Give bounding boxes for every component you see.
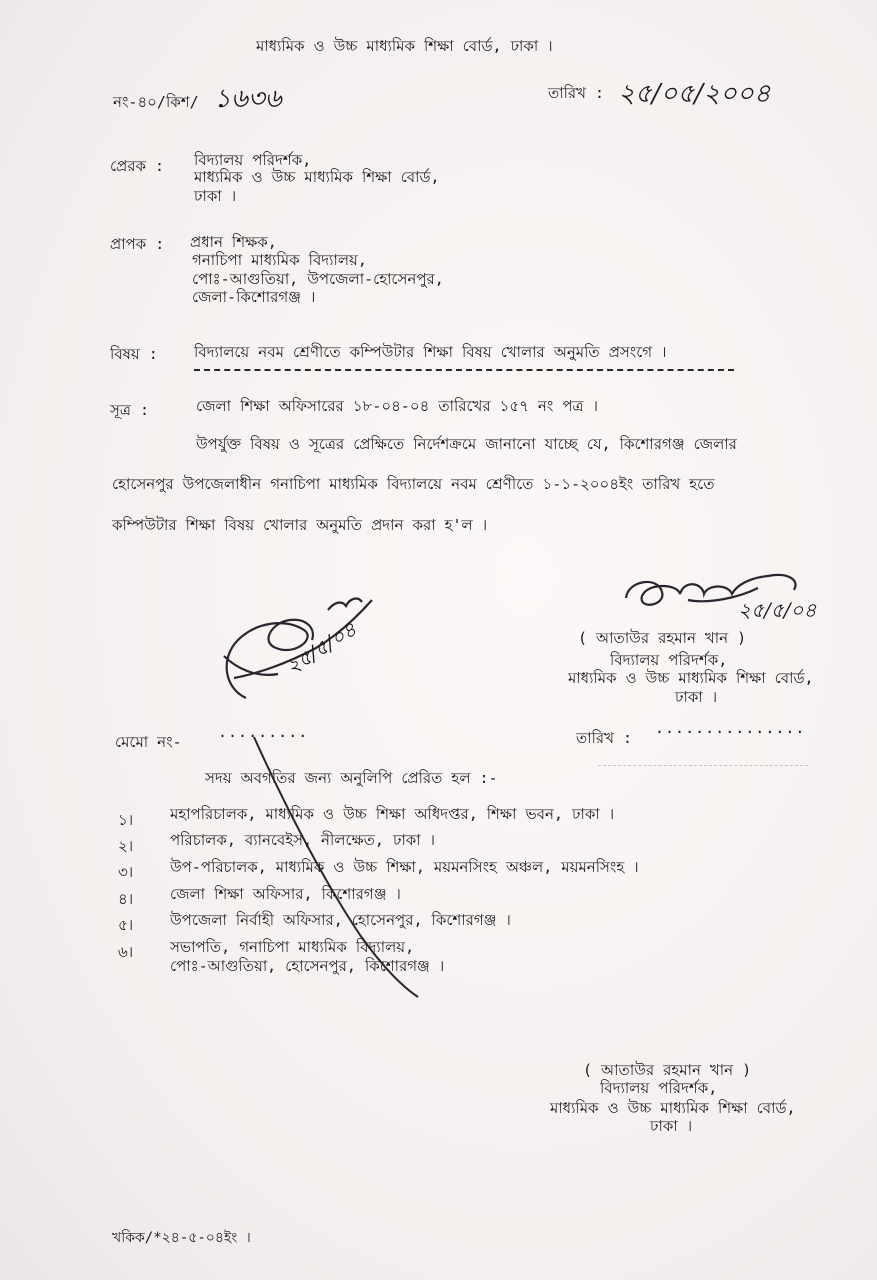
recipient-line-2: গনাচিপা মাধ্যমিক বিদ্যালয়, bbox=[192, 251, 367, 269]
copy-item-4-number: ৪। bbox=[118, 890, 134, 908]
recipient-line-4: জেলা-কিশোরগঞ্জ । bbox=[192, 288, 316, 306]
signatory-name-2: ( আতাউর রহমান খান ) bbox=[583, 1061, 752, 1079]
recipient-line-1: প্রধান শিক্ষক, bbox=[190, 233, 277, 251]
copy-item-3-number: ৩। bbox=[118, 863, 134, 881]
ref-number-prefix: নং-৪০/কিশ/ bbox=[113, 93, 199, 111]
copy-item-6-number: ৬। bbox=[118, 943, 134, 961]
recipient-line-3: পোঃ-আগুতিয়া, উপজেলা-হোসেনপুর, bbox=[192, 270, 444, 288]
signatory-city-1: ঢাকা । bbox=[675, 688, 718, 706]
sender-label: প্রেরক : bbox=[110, 157, 165, 175]
signatory-city-2: ঢাকা । bbox=[650, 1117, 693, 1135]
copy-item-2-number: ২। bbox=[118, 837, 134, 855]
memo-no-label: মেমো নং- bbox=[115, 733, 182, 751]
subject-text: বিদ্যালয়ে নবম শ্রেণীতে কম্পিউটার শিক্ষা বিষয় খোলার অনুমতি প্রসংগে । bbox=[194, 343, 667, 361]
signature-left-scribble bbox=[216, 578, 386, 708]
copy-item-3-text: উপ-পরিচালক, মাধ্যমিক ও উচ্চ শিক্ষা, ময়মনসিংহ অঞ্চল, ময়মনসিংহ । bbox=[170, 858, 639, 876]
board-header: মাধ্যমিক ও উচ্চ মাধ্যমিক শিক্ষা বোর্ড, ঢাকা । bbox=[256, 37, 553, 55]
signatory-org-1: মাধ্যমিক ও উচ্চ মাধ্যমিক শিক্ষা বোর্ড, bbox=[568, 669, 814, 687]
memo-date-guide bbox=[598, 765, 808, 766]
signatory-title-1: বিদ্যালয় পরিদর্শক, bbox=[610, 651, 728, 669]
ref-date-handwritten: ২৫/০৫/২০০৪ bbox=[618, 79, 771, 109]
source-text: জেলা শিক্ষা অফিসারের ১৮-০৪-০৪ তারিখের ১৫৭ নং পত্র । bbox=[196, 397, 598, 415]
copy-item-6-line-2: পোঃ-আগুতিয়া, হোসেনপুর, কিশোরগঞ্জ । bbox=[170, 957, 445, 975]
ref-number-handwritten: ১৬৩৬ bbox=[214, 84, 282, 114]
subject-underline bbox=[194, 369, 734, 371]
signatory-org-2: মাধ্যমিক ও উচ্চ মাধ্যমিক শিক্ষা বোর্ড, bbox=[550, 1099, 796, 1117]
sender-line-2: মাধ্যমিক ও উচ্চ মাধ্যমিক শিক্ষা বোর্ড, bbox=[194, 168, 440, 186]
memo-date-label: তারিখ : bbox=[576, 729, 633, 747]
recipient-label: প্রাপক : bbox=[110, 235, 165, 253]
sender-line-3: ঢাকা । bbox=[194, 187, 237, 205]
copy-item-5-number: ৫। bbox=[118, 916, 134, 934]
source-label: সূত্র : bbox=[110, 401, 149, 419]
subject-label: বিষয় : bbox=[110, 345, 158, 363]
copy-item-1-text: মহাপরিচালক, মাধ্যমিক ও উচ্চ শিক্ষা অধিদপ্তর, শিক্ষা ভবন, ঢাকা । bbox=[170, 805, 615, 823]
signature-right-date: ২৫/৫/০৪ bbox=[738, 598, 817, 622]
memo-no-value: ········· bbox=[218, 727, 309, 745]
ref-date-label: তারিখ : bbox=[548, 84, 605, 102]
signatory-name-1: ( আতাউর রহমান খান ) bbox=[578, 629, 747, 647]
body-line-2: হোসেনপুর উপজেলাধীন গনাচিপা মাধ্যমিক বিদ্যালয়ে নবম শ্রেণীতে ১-১-২০০৪ইং তারিখ হতে bbox=[112, 475, 715, 493]
copy-item-5-text: উপজেলা নির্বাহী অফিসার, হোসেনপুর, কিশোরগঞ্জ । bbox=[170, 911, 511, 929]
copies-intro: সদয় অবগতির জন্য অনুলিপি প্রেরিত হল :- bbox=[205, 769, 498, 787]
copy-item-1-number: ১। bbox=[118, 811, 134, 829]
signatory-title-2: বিদ্যালয় পরিদর্শক, bbox=[600, 1079, 718, 1097]
memo-date-value: ··············· bbox=[655, 723, 806, 741]
signature-left-date: ২৫/৫/০৪ bbox=[281, 617, 361, 679]
body-line-3: কম্পিউটার শিক্ষা বিষয় খোলার অনুমতি প্রদান করা হ'ল । bbox=[112, 516, 488, 534]
sender-line-1: বিদ্যালয় পরিদর্শক, bbox=[194, 151, 312, 169]
copy-item-2-text: পরিচালক, ব্যানবেইস, নীলক্ষেত, ঢাকা । bbox=[170, 831, 436, 849]
body-line-1: উপর্যুক্ত বিষয় ও সূত্রের প্রেক্ষিতে নির্দেশক্রমে জানানো যাচ্ছে যে, কিশোরগঞ্জ জেলার bbox=[196, 435, 737, 453]
copy-item-4-text: জেলা শিক্ষা অফিসার, কিশোরগঞ্জ । bbox=[170, 885, 401, 903]
copy-item-6-line-1: সভাপতি, গনাচিপা মাধ্যমিক বিদ্যালয়, bbox=[170, 938, 415, 956]
footer-code: খকিক/*২৪-৫-০৪ইং । bbox=[112, 1230, 251, 1246]
